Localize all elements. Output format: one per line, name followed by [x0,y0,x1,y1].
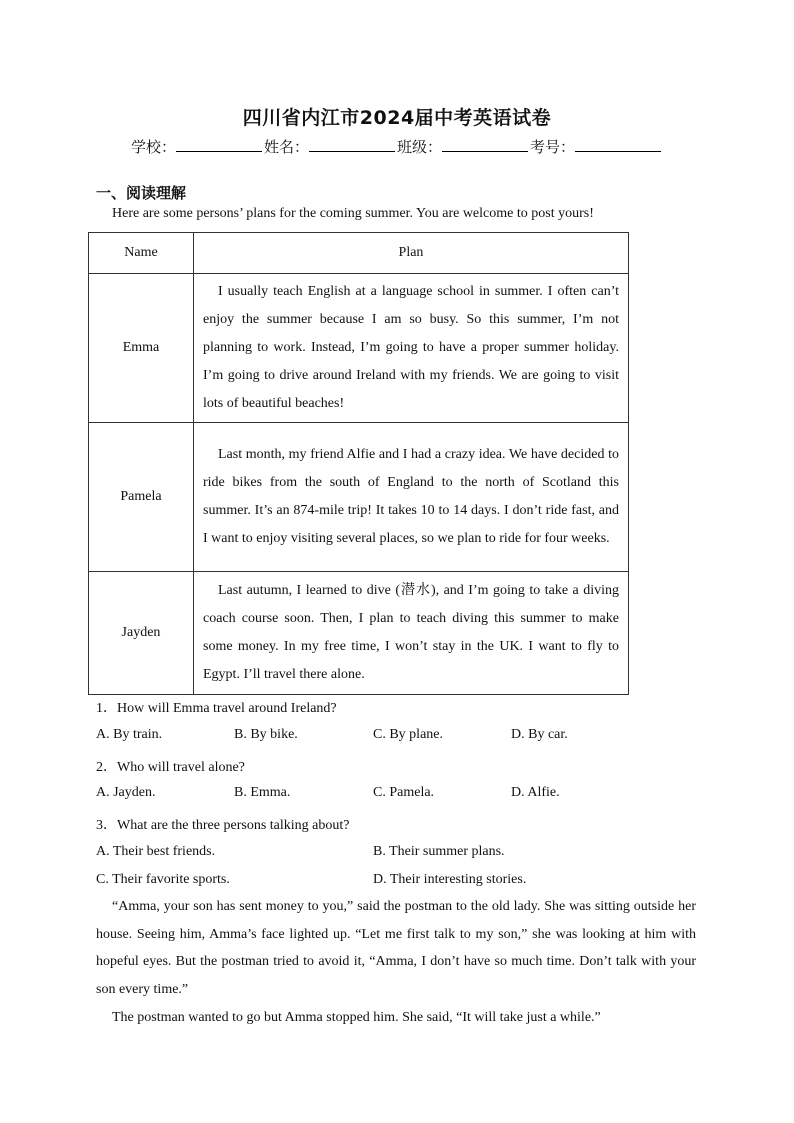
header-plan: Plan [194,233,629,274]
question-2: 2．Who will travel alone? [96,760,245,775]
intro-text: Here are some persons’ plans for the coming summer. You are welcome to post yours! [112,206,594,221]
table-row [89,572,629,695]
exam-title: 四川省内江市2024届中考英语试卷 [242,107,552,129]
q2-option-a[interactable]: A. Jayden. [96,785,156,800]
student-info-line [0,136,794,157]
class-label: 班级： [397,138,443,156]
name-label: 姓名： [263,138,309,156]
number-label: 考号： [530,138,576,156]
q2-option-b[interactable]: B. Emma. [234,785,291,800]
name-blank[interactable] [309,137,395,152]
row-name: Jayden [89,572,194,695]
q3-option-a[interactable]: A. Their best friends. [96,844,216,859]
row-name: Emma [89,274,194,423]
table-row [89,274,629,423]
q3-option-d[interactable]: D. Their interesting stories. [373,872,527,887]
q3-option-b[interactable]: B. Their summer plans. [373,844,505,859]
row-name: Pamela [89,423,194,572]
q1-option-a[interactable]: A. By train. [96,727,163,742]
q2-option-c[interactable]: C. Pamela. [373,785,435,800]
class-blank[interactable] [442,137,528,152]
passage-paragraph: “Amma, your son has sent money to you,” said the postman to the old lady. She was sitting outside her house. Seeing him, Amma’s face lighted up. “Let me first talk to my son,” she was looking at him with hopeful eyes. But the postman tried to avoid it, “Amma, I don’t have so much time. Don’t talk with your son every time.” [96,899,696,998]
school-label: 学校： [130,138,176,156]
passage-paragraph: The postman wanted to go but Amma stopped him. She said, “It will take just a while.” [112,1010,601,1025]
q1-option-d[interactable]: D. By car. [511,727,568,742]
row-plan: Last autumn, I learned to dive (潜水), and I’m going to take a diving coach course soon. Then, I plan to teach diving this summer to make some money. In my free time, I won’t stay in the UK. I want to fly to Egypt. I’ll travel there alone. [194,572,629,695]
section-title: 一、阅读理解 [96,184,187,202]
q2-option-d[interactable]: D. Alfie. [511,785,560,800]
row-plan: Last month, my friend Alfie and I had a crazy idea. We have decided to ride bikes from the south of England to the north of Scotland this summer. It’s an 874-mile trip! It takes 10 to 14 days. I don’t ride fast, and I want to enjoy visiting several places, so we plan to ride for four weeks. [194,423,629,572]
plans-table [88,232,629,695]
number-blank[interactable] [575,137,661,152]
q1-option-c[interactable]: C. By plane. [373,727,443,742]
header-name: Name [89,233,194,274]
table-row [89,423,629,572]
q3-option-c[interactable]: C. Their favorite sports. [96,872,230,887]
school-blank[interactable] [176,137,262,152]
question-3: 3．What are the three persons talking about? [96,818,350,833]
q1-option-b[interactable]: B. By bike. [234,727,298,742]
table-header-row [89,233,629,274]
row-plan: I usually teach English at a language school in summer. I often can’t enjoy the summer because I am so busy. So this summer, I’m not planning to work. Instead, I’m going to have a proper summer holiday. I’m going to drive around Ireland with my friends. We are going to visit lots of beautiful beaches! [194,274,629,423]
question-1: 1．How will Emma travel around Ireland? [96,701,337,716]
